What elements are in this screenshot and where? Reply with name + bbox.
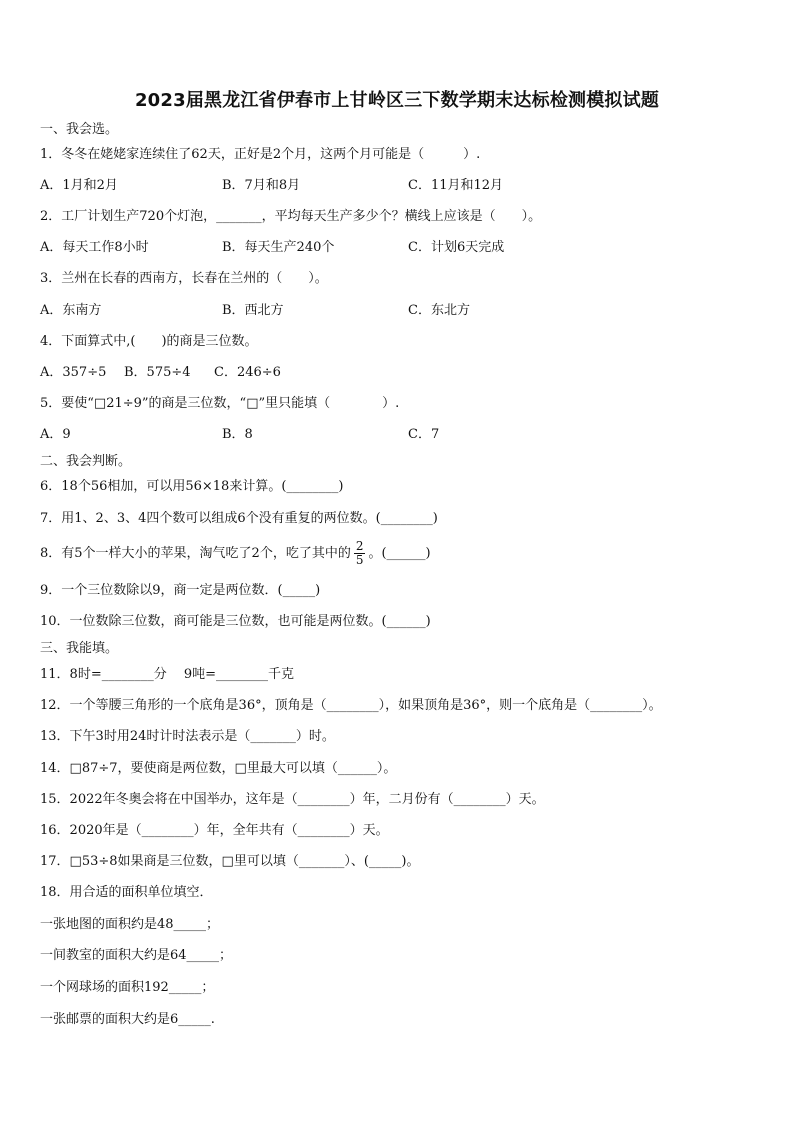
q4-option-c: C．246÷6 — [214, 365, 281, 380]
question-2: 2．工厂计划生产720个灯泡，_______，平均每天生产多少个？横线上应该是（ ）。 — [40, 209, 542, 224]
question-14: 14．□87÷7，要使商是两位数，□里最大可以填（______）。 — [40, 761, 397, 776]
question-18: 18．用合适的面积单位填空． — [40, 885, 213, 900]
q1-option-a: A．1月和2月 — [40, 178, 118, 193]
q2-option-a: A．每天工作8小时 — [40, 240, 149, 255]
q3-option-c: C．东北方 — [408, 303, 470, 318]
question-3: 3．兰州在长春的西南方，长春在兰州的（ ）。 — [40, 271, 328, 286]
question-11: 11．8时=________分 9吨=________千克 — [40, 667, 295, 682]
question-12: 12．一个等腰三角形的一个底角是36°，顶角是（________），如果顶角是36°，则一个底角是（________）。 — [40, 698, 662, 713]
question-1: 1．冬冬在姥姥家连续住了62天，正好是2个月，这两个月可能是（ ）. — [40, 147, 481, 162]
question-13: 13．下午3时用24时计时法表示是（_______）时。 — [40, 729, 335, 744]
question-17: 17．□53÷8如果商是三位数，□里可以填（_______）、(_____)。 — [40, 854, 420, 869]
question-16: 16．2020年是（________）年，全年共有（________）天。 — [40, 823, 389, 838]
q8-fraction — [354, 540, 366, 567]
q4-option-a: A．357÷5 — [40, 365, 107, 380]
q1-option-b: B．7月和8月 — [222, 178, 301, 193]
q8-text-before: 8．有5个一样大小的苹果，淘气吃了2个，吃了其中的 — [40, 546, 351, 561]
question-7: 7．用1、2、3、4四个数可以组成6个没有重复的两位数。(________) — [40, 511, 438, 526]
q8-text-after: 。(______) — [368, 546, 431, 561]
section-heading-2: 二、我会判断。 — [40, 454, 132, 469]
section-heading-3: 三、我能填。 — [40, 641, 119, 656]
page-title: 2023届黑龙江省伊春市上甘岭区三下数学期末达标检测模拟试题 — [134, 90, 660, 111]
question-15: 15．2022年冬奥会将在中国举办，这年是（________）年，二月份有（________）天。 — [40, 792, 545, 807]
q2-option-b: B．每天生产240个 — [222, 240, 335, 255]
question-6: 6．18个56相加，可以用56×18来计算。(________) — [40, 479, 344, 494]
question-9: 9．一个三位数除以9，商一定是两位数．(_____) — [40, 583, 321, 598]
q3-option-b: B．西北方 — [222, 303, 284, 318]
q5-option-c: C．7 — [408, 427, 440, 442]
question-8 — [40, 538, 431, 570]
q18-item-tennis-court: 一个网球场的面积192_____； — [40, 980, 215, 995]
q18-item-map: 一张地图的面积约是48_____； — [40, 917, 220, 932]
q8-fraction-numerator: 2 — [355, 539, 364, 553]
q5-option-b: B．8 — [222, 427, 253, 442]
q18-item-stamp: 一张邮票的面积大约是6_____. — [40, 1012, 215, 1027]
q4-option-b: B．575÷4 — [124, 365, 191, 380]
section-heading-1: 一、我会选。 — [40, 122, 119, 137]
q2-option-c: C．计划6天完成 — [408, 240, 505, 255]
q5-option-a: A．9 — [40, 427, 71, 442]
q3-option-a: A．东南方 — [40, 303, 102, 318]
q18-item-classroom: 一间教室的面积大约是64_____； — [40, 948, 233, 963]
question-5: 5．要使“□21÷9”的商是三位数，“□”里只能填（ ）. — [40, 396, 400, 411]
question-10: 10．一位数除三位数，商可能是三位数，也可能是两位数。(______) — [40, 614, 431, 629]
q8-fraction-denominator: 5 — [355, 553, 364, 567]
question-4: 4．下面算式中,( )的商是三位数。 — [40, 334, 258, 349]
q1-option-c: C．11月和12月 — [408, 178, 504, 193]
